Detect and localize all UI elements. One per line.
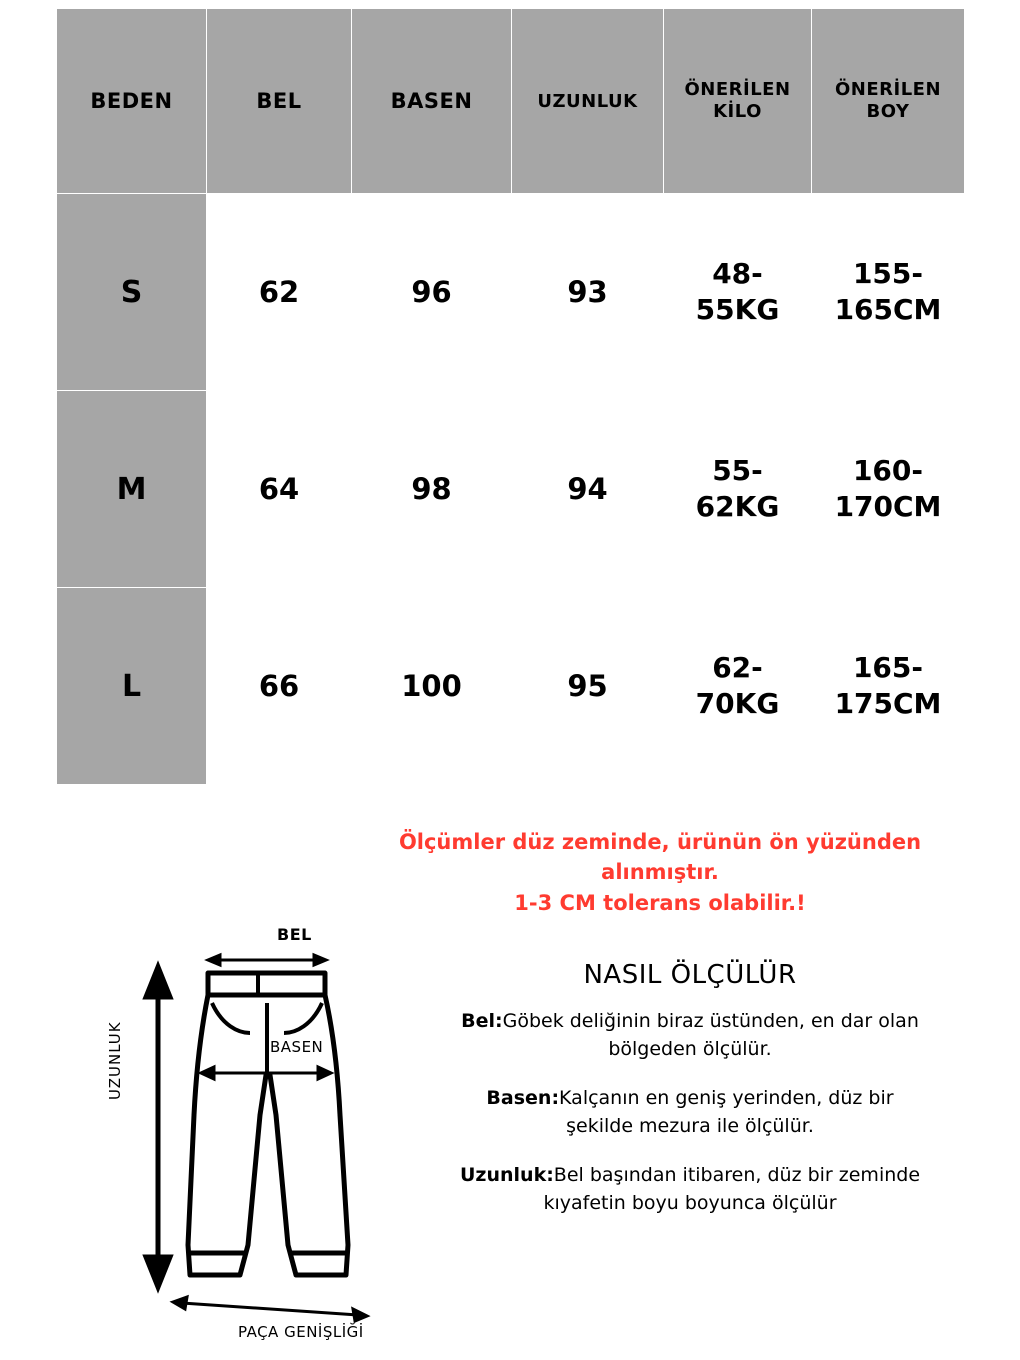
size-table-body	[57, 194, 965, 785]
how-to-measure-term-uzunluk: Uzunluk:	[459, 1164, 554, 1187]
tolerance-note-line1: Ölçümler düz zeminde, ürünün ön yüzünden	[398, 830, 922, 854]
pants-outline-icon	[188, 973, 348, 1275]
size-table-header	[57, 9, 965, 194]
cell-kilo-s-line2: 55KG	[695, 293, 780, 326]
cell-boy-l-line1: 165-	[852, 650, 924, 684]
how-to-measure-text-basen-line2: şekilde mezura ile ölçülür.	[566, 1114, 814, 1137]
cell-bel-l: 66	[207, 588, 352, 785]
uzunluk-measure-arrow-icon	[146, 967, 170, 1287]
cell-basen-m: 98	[352, 391, 512, 588]
how-to-measure-term-bel: Bel:	[461, 1010, 503, 1032]
table-header-row	[57, 9, 965, 194]
cell-kilo-l-line1: 62-	[712, 650, 763, 684]
diagram-label-paca-genisligi: PAÇA GENİŞLİĞİ	[238, 1323, 364, 1341]
diagram-label-bel: BEL	[277, 925, 312, 944]
cell-boy-s-line2: 165CM	[834, 293, 942, 326]
cell-beden-m: M	[57, 391, 207, 588]
how-to-measure-title: NASIL ÖLÇÜLÜR	[583, 960, 797, 990]
diagram-label-basen: BASEN	[270, 1038, 324, 1056]
how-to-measure-text-bel-line1: Göbek deliğinin biraz üstünden, en dar olan	[502, 1010, 919, 1032]
header-onerilen-boy	[812, 9, 965, 194]
pants-diagram-svg	[70, 915, 430, 1345]
header-uzunluk: UZUNLUK	[512, 9, 664, 194]
cell-boy-s	[812, 194, 965, 391]
cell-kilo-s-line1: 48-	[712, 256, 763, 290]
header-basen: BASEN	[352, 9, 512, 194]
header-onerilen-kilo-line2: KİLO	[713, 101, 762, 122]
cell-kilo-l	[664, 588, 812, 785]
cell-kilo-m	[664, 391, 812, 588]
how-to-measure-item-basen	[420, 1085, 960, 1140]
cell-boy-m-line1: 160-	[852, 453, 924, 487]
how-to-measure-text-basen-line1: Kalçanın en geniş yerinden, düz bir	[559, 1087, 894, 1110]
header-beden: BEDEN	[57, 9, 207, 194]
tolerance-note	[350, 827, 970, 918]
cell-basen-l: 100	[352, 588, 512, 785]
cell-beden-l: L	[57, 588, 207, 785]
tolerance-note-line2: alınmıştır.	[601, 860, 719, 885]
cell-bel-m: 64	[207, 391, 352, 588]
cell-kilo-l-line2: 70KG	[695, 687, 780, 720]
how-to-measure-item-uzunluk	[420, 1162, 960, 1217]
cell-kilo-m-line2: 62KG	[695, 490, 780, 523]
cell-bel-s: 62	[207, 194, 352, 391]
table-row	[57, 391, 965, 588]
diagram-label-uzunluk: UZUNLUK	[106, 1021, 124, 1100]
header-onerilen-kilo	[664, 9, 812, 194]
how-to-measure-item-bel	[420, 1008, 960, 1063]
table-row	[57, 194, 965, 391]
bel-measure-arrow-icon	[208, 955, 326, 965]
how-to-measure-term-basen: Basen:	[486, 1087, 560, 1110]
how-to-measure-text-bel-line2: bölgeden ölçülür.	[608, 1037, 772, 1060]
cell-boy-l-line2: 175CM	[834, 687, 942, 720]
how-to-measure-section	[420, 960, 960, 1239]
cell-uzunluk-m: 94	[512, 391, 664, 588]
cell-basen-s: 96	[352, 194, 512, 391]
cell-beden-s: S	[57, 194, 207, 391]
cell-boy-m	[812, 391, 965, 588]
cell-uzunluk-l: 95	[512, 588, 664, 785]
size-table	[56, 8, 965, 785]
header-bel: BEL	[207, 9, 352, 194]
how-to-measure-text-uzunluk-line2: kıyafetin boyu boyunca ölçülür	[543, 1191, 837, 1214]
cell-kilo-s	[664, 194, 812, 391]
header-onerilen-kilo-line1: ÖNERİLEN	[684, 78, 791, 100]
tolerance-note-line3: 1-3 CM tolerans olabilir.!	[514, 890, 806, 915]
pants-measurement-diagram	[70, 915, 430, 1345]
cell-boy-l	[812, 588, 965, 785]
how-to-measure-text-uzunluk-line1: Bel başından itibaren, düz bir zeminde	[553, 1164, 921, 1187]
header-onerilen-boy-line2: BOY	[866, 101, 910, 122]
cell-boy-m-line2: 170CM	[834, 490, 942, 523]
cell-uzunluk-s: 93	[512, 194, 664, 391]
header-onerilen-boy-line1: ÖNERİLEN	[834, 78, 942, 100]
cell-kilo-m-line1: 55-	[712, 453, 763, 487]
paca-genisligi-arrow-icon	[173, 1297, 367, 1321]
table-row	[57, 588, 965, 785]
cell-boy-s-line1: 155-	[852, 256, 924, 290]
